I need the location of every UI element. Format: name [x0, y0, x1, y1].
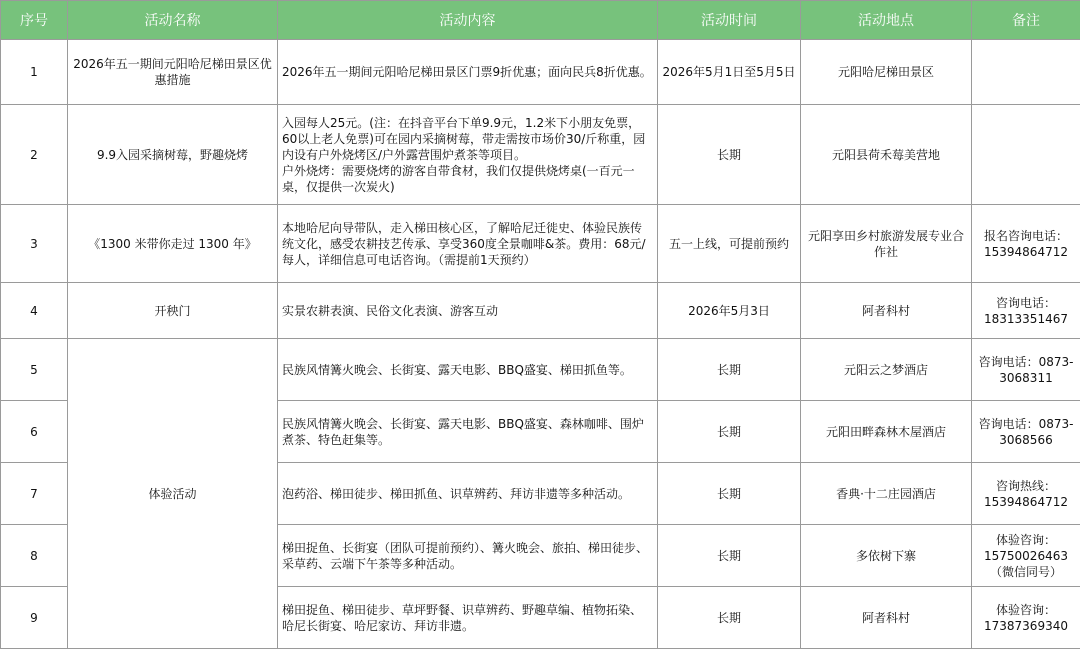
cell-note: 体验咨询：15750026463（微信同号）: [972, 525, 1080, 587]
cell-no: 5: [1, 339, 68, 401]
cell-content: 2026年五一期间元阳哈尼梯田景区门票9折优惠；面向民兵8折优惠。: [278, 40, 658, 105]
cell-no: 1: [1, 40, 68, 105]
cell-name: 2026年五一期间元阳哈尼梯田景区优惠措施: [68, 40, 278, 105]
cell-no: 8: [1, 525, 68, 587]
cell-time: 长期: [658, 339, 801, 401]
cell-content: [278, 105, 658, 205]
cell-name: 《1300 米带你走过 1300 年》: [68, 205, 278, 283]
cell-note: [972, 40, 1080, 105]
cell-note: 咨询电话：0873-3068311: [972, 339, 1080, 401]
cell-name-merged: 体验活动: [68, 339, 278, 649]
table-row: [1, 283, 1080, 339]
cell-no: 3: [1, 205, 68, 283]
cell-time: 2026年5月1日至5月5日: [658, 40, 801, 105]
table-row: [1, 105, 1080, 205]
cell-time: 长期: [658, 105, 801, 205]
cell-content: 梯田捉鱼、梯田徒步、草坪野餐、识草辨药、野趣草编、植物拓染、哈尼长街宴、哈尼家访、拜访非遗。: [278, 587, 658, 649]
cell-time: 长期: [658, 463, 801, 525]
cell-location: 元阳享田乡村旅游发展专业合作社: [801, 205, 972, 283]
cell-note: [972, 105, 1080, 205]
cell-location: 元阳县荷禾莓美营地: [801, 105, 972, 205]
cell-content: 泡药浴、梯田徒步、梯田抓鱼、识草辨药、拜访非遗等多种活动。: [278, 463, 658, 525]
cell-time: 五一上线，可提前预约: [658, 205, 801, 283]
cell-content-text: 入园每人25元。(注：在抖音平台下单9.9元，1.2米下小朋友免票，60以上老人免票)可在园内采摘树莓，带走需按市场价30/斤称重，园内设有户外烧烤区/户外露营围炉煮茶等项目。 户外烧烤：需要烧烤的游客自带食材，我们仅提供烧烤桌(一百元一桌，仅提供一次炭火): [282, 115, 646, 194]
table-row: [1, 40, 1080, 105]
table-row: [1, 205, 1080, 283]
cell-location: 元阳哈尼梯田景区: [801, 40, 972, 105]
header-no: 序号: [1, 1, 68, 40]
cell-content: 民族风情篝火晚会、长街宴、露天电影、BBQ盛宴、森林咖啡、围炉煮茶、特色赶集等。: [278, 401, 658, 463]
cell-name: 9.9入园采摘树莓，野趣烧烤: [68, 105, 278, 205]
cell-note: 体验咨询：17387369340: [972, 587, 1080, 649]
cell-location: 阿者科村: [801, 587, 972, 649]
header-note: 备注: [972, 1, 1080, 40]
header-time: 活动时间: [658, 1, 801, 40]
header-row: [1, 1, 1080, 40]
cell-note: 咨询热线：15394864712: [972, 463, 1080, 525]
cell-note: 咨询电话：18313351467: [972, 283, 1080, 339]
cell-location: 元阳田畔森林木屋酒店: [801, 401, 972, 463]
cell-content: 民族风情篝火晚会、长街宴、露天电影、BBQ盛宴、梯田抓鱼等。: [278, 339, 658, 401]
cell-no: 2: [1, 105, 68, 205]
cell-name: 开秧门: [68, 283, 278, 339]
header-content: 活动内容: [278, 1, 658, 40]
cell-time: 长期: [658, 401, 801, 463]
cell-no: 9: [1, 587, 68, 649]
table-row: [1, 339, 1080, 401]
cell-location: 阿者科村: [801, 283, 972, 339]
cell-note: 报名咨询电话：15394864712: [972, 205, 1080, 283]
header-location: 活动地点: [801, 1, 972, 40]
cell-location: 元阳云之梦酒店: [801, 339, 972, 401]
cell-content: 本地哈尼向导带队，走入梯田核心区，了解哈尼迁徙史、体验民族传统文化，感受农耕技艺传承、享受360度全景咖啡&茶。费用：68元/每人，详细信息可电话咨询。（需提前1天预约）: [278, 205, 658, 283]
cell-content: 实景农耕表演、民俗文化表演、游客互动: [278, 283, 658, 339]
header-name: 活动名称: [68, 1, 278, 40]
cell-note: 咨询电话：0873-3068566: [972, 401, 1080, 463]
cell-no: 4: [1, 283, 68, 339]
cell-location: 香典·十二庄园酒店: [801, 463, 972, 525]
cell-no: 6: [1, 401, 68, 463]
cell-no: 7: [1, 463, 68, 525]
cell-location: 多依树下寨: [801, 525, 972, 587]
cell-time: 2026年5月3日: [658, 283, 801, 339]
cell-time: 长期: [658, 525, 801, 587]
cell-time: 长期: [658, 587, 801, 649]
cell-content: 梯田捉鱼、长街宴（团队可提前预约）、篝火晚会、旅拍、梯田徒步、采草药、云端下午茶等多种活动。: [278, 525, 658, 587]
